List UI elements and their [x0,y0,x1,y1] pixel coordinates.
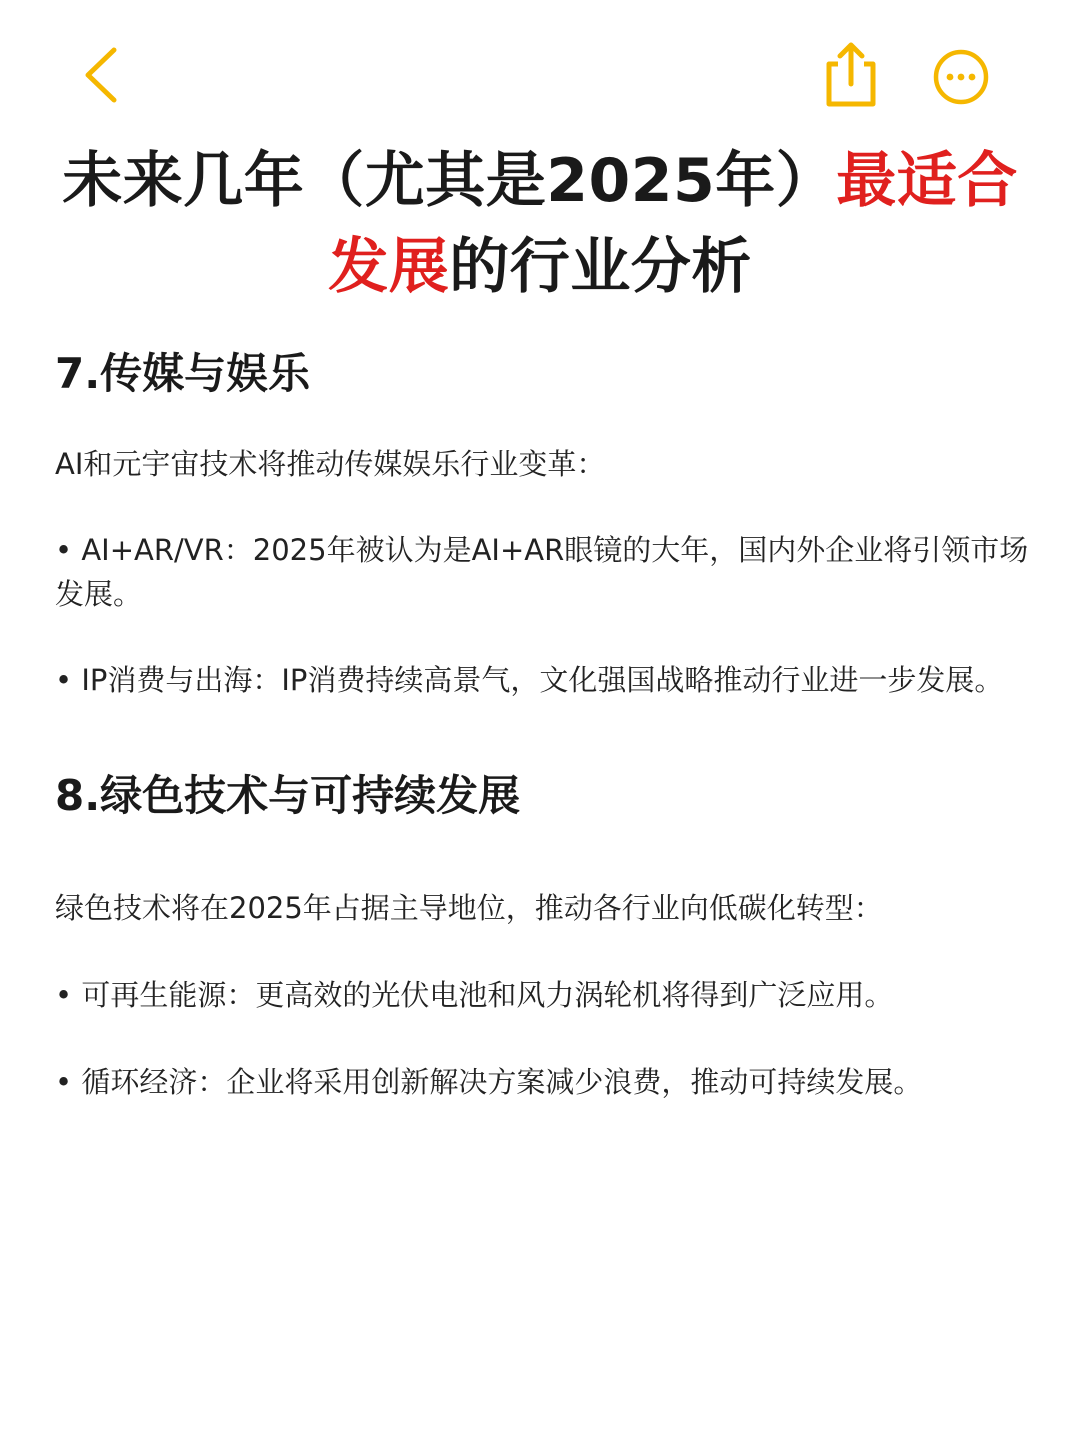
page-title [40,138,1040,310]
back-button[interactable] [74,42,130,108]
title-part-1: 未来几年（尤其是2025年） [62,146,837,216]
section-intro-media-entertainment: AI和元宇宙技术将推动传媒娱乐行业变革： [55,447,606,481]
more-options-button[interactable] [928,44,994,110]
more-horizontal-icon [928,44,994,110]
section-heading-media-entertainment: 7.传媒与娱乐 [55,349,311,398]
bullet-renewable-energy: • 可再生能源：更高效的光伏电池和风力涡轮机将得到广泛应用。 [55,978,894,1012]
section-intro-green-tech: 绿色技术将在2025年占据主导地位，推动各行业向低碳化转型： [55,891,883,925]
chevron-left-icon [74,42,130,108]
section-heading-green-tech: 8.绿色技术与可持续发展 [55,771,521,820]
bullet-circular-economy: • 循环经济：企业将采用创新解决方案减少浪费，推动可持续发展。 [55,1065,923,1099]
share-icon [820,40,882,110]
share-button[interactable] [820,40,882,110]
bullet-ai-ar-vr: • AI+AR/VR：2025年被认为是AI+AR眼镜的大年，国内外企业将引领市场发展。 [55,533,1029,611]
bullet-ip-consumption: • IP消费与出海：IP消费持续高景气，文化强国战略推动行业进一步发展。 [55,663,1004,697]
title-part-2: 的行业分析 [449,232,752,302]
article-body [55,340,1030,1104]
title-highlight: 最适合发展 [328,146,1018,302]
top-navigation-bar [0,0,1080,140]
